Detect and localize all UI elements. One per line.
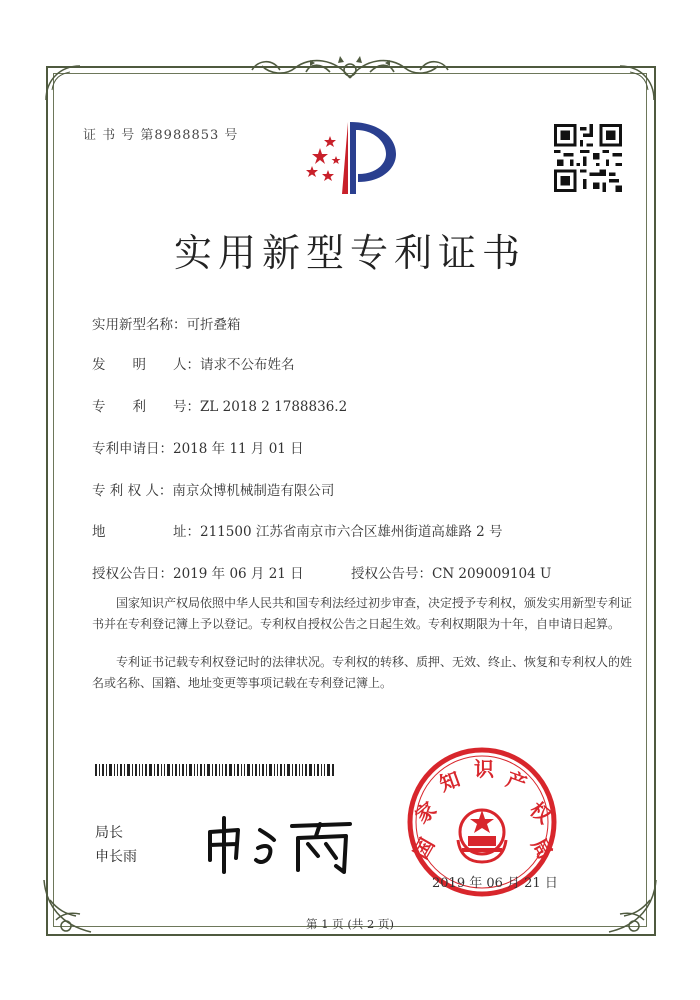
top-floral-ornament	[240, 48, 460, 88]
filing-date-label: 专利申请日：	[92, 441, 173, 457]
cnipa-logo-icon	[300, 118, 400, 198]
patentee-field	[92, 479, 334, 499]
grant-date-field	[92, 562, 304, 582]
patent-number-field	[92, 395, 347, 415]
corner-ornament-top-right	[610, 60, 660, 110]
signatory-title: 局长	[95, 825, 123, 841]
utility-model-name-field	[92, 313, 241, 333]
svg-text:国: 国	[408, 833, 440, 864]
inventor-value: 请求不公布姓名	[200, 357, 295, 373]
signatory-name: 申长雨	[95, 849, 137, 865]
qr-code	[554, 124, 622, 192]
grant-number-field	[351, 562, 551, 582]
patent-number-label: 专 利 号：	[92, 399, 200, 415]
patentee-value: 南京众博机械制造有限公司	[172, 483, 335, 499]
name-label: 实用新型名称：	[92, 317, 187, 333]
grant-number-value: CN 209009104 U	[432, 566, 552, 582]
svg-text:产: 产	[502, 766, 530, 797]
certificate-number: 证 书 号 第8988853 号	[83, 128, 239, 143]
filing-date-value: 2018 年 11 月 01 日	[173, 441, 304, 457]
certificate-title: 实用新型专利证书	[173, 231, 526, 275]
svg-text:局: 局	[526, 833, 558, 864]
address-field	[92, 520, 503, 540]
filing-date-field	[92, 437, 304, 457]
grant-date-label: 授权公告日：	[92, 566, 173, 582]
barcode	[95, 764, 335, 776]
address-value: 211500 江苏省南京市六合区雄州街道高雄路 2 号	[200, 524, 503, 540]
grant-number-label: 授权公告号：	[351, 566, 432, 582]
inventor-field	[92, 353, 295, 373]
grant-statement-paragraph: 国家知识产权局依照中华人民共和国专利法经过初步审查，决定授予专利权，颁发实用新型专利证书并在专利登记簿上予以登记。专利权自授权公告之日起生效。专利权期限为十年，自申请日起算。	[92, 596, 633, 631]
address-label: 地 址：	[92, 524, 200, 540]
name-value: 可折叠箱	[186, 317, 241, 333]
grant-date-value: 2019 年 06 月 21 日	[173, 566, 304, 582]
handwritten-signature	[200, 810, 360, 880]
patent-number-value: ZL 2018 2 1788836.2	[200, 399, 348, 415]
page-number: 第 1 页 (共 2 页)	[306, 917, 394, 931]
inventor-label: 发 明 人：	[92, 357, 200, 373]
svg-text:权: 权	[525, 797, 556, 829]
patentee-label: 专 利 权 人：	[92, 483, 173, 499]
svg-text:家: 家	[410, 797, 441, 829]
svg-text:知: 知	[436, 766, 464, 797]
corner-ornament-top-left	[40, 60, 90, 110]
svg-text:识: 识	[474, 757, 494, 781]
legal-status-paragraph: 专利证书记载专利权登记时的法律状况。专利权的转移、质押、无效、终止、恢复和专利权人的姓名或名称、国籍、地址变更等事项记载在专利登记簿上。	[92, 655, 633, 690]
issue-date: 2019 年 06 月 21 日	[432, 876, 558, 891]
